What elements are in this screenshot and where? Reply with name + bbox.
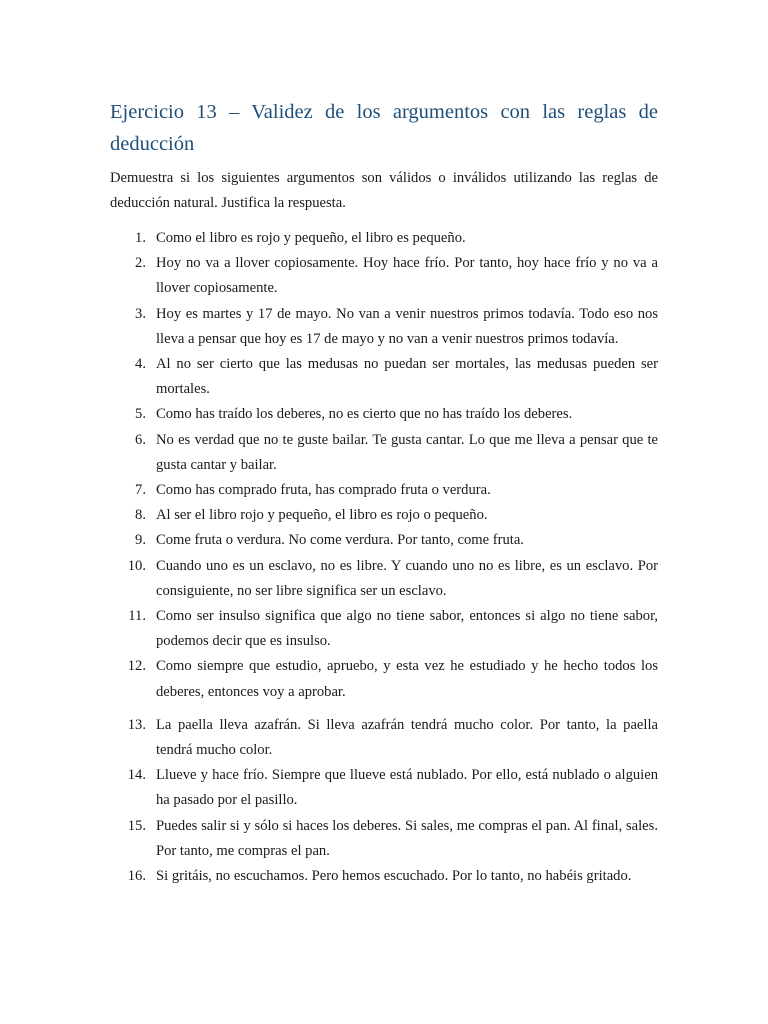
list-item xyxy=(110,478,658,503)
list-item xyxy=(110,654,658,704)
list-item xyxy=(110,713,658,763)
item-number: 6. xyxy=(135,431,146,448)
item-number: 1. xyxy=(135,230,146,246)
list-item xyxy=(110,226,658,251)
item-text: Al ser el libro rojo y pequeño, el libro es rojo o pequeño. xyxy=(156,507,488,524)
item-number: 15. xyxy=(127,817,146,834)
item-text: Como ser insulso significa que algo no tiene sabor, entonces si algo no tiene sabor, podemos decir que es insulso. xyxy=(156,608,658,650)
item-text: Al no ser cierto que las medusas no puedan ser mortales, las medusas pueden ser mortales. xyxy=(156,356,658,398)
list-item xyxy=(110,428,658,478)
list-item xyxy=(110,763,658,813)
exercise-title: Ejercicio 13 – Validez de los argumentos con las reglas de deducción xyxy=(110,101,658,155)
item-text: Como el libro es rojo y pequeño, el libro es pequeño. xyxy=(156,230,466,246)
instructions-paragraph: Demuestra si los siguientes argumentos son válidos o inválidos utilizando las reglas de deducción natural. Justifica la respuesta. xyxy=(110,170,658,211)
item-number: 8. xyxy=(135,507,146,524)
list-item xyxy=(110,864,658,889)
list-item xyxy=(110,814,658,864)
item-text: Come fruta o verdura. No come verdura. Por tanto, come fruta. xyxy=(156,532,524,549)
list-item xyxy=(110,528,658,553)
item-number: 7. xyxy=(135,482,146,499)
item-text: Hoy no va a llover copiosamente. Hoy hace frío. Por tanto, hoy hace frío y no va a llover copiosamente. xyxy=(156,255,658,297)
item-text: La paella lleva azafrán. Si lleva azafrán tendrá mucho color. Por tanto, la paella tendrá mucho color. xyxy=(156,716,658,759)
item-number: 13. xyxy=(127,716,146,733)
item-number: 11. xyxy=(128,608,146,625)
list-item xyxy=(110,604,658,654)
item-text: Como has traído los deberes, no es cierto que no has traído los deberes. xyxy=(156,406,573,423)
item-number: 5. xyxy=(135,406,146,423)
item-number: 16. xyxy=(127,868,146,885)
item-number: 4. xyxy=(135,356,146,373)
item-text: No es verdad que no te guste bailar. Te gusta cantar. Lo que me lleva a pensar que te gusta cantar y bailar. xyxy=(156,431,658,473)
item-text: Como siempre que estudio, apruebo, y esta vez he estudiado y he hecho todos los deberes, entonces voy a aprobar. xyxy=(156,658,658,700)
list-item xyxy=(110,352,658,402)
list-item xyxy=(110,503,658,528)
item-text: Cuando uno es un esclavo, no es libre. Y cuando uno no es libre, es un esclavo. Por consiguiente, no ser libre significa ser un esclavo. xyxy=(156,557,658,599)
list-item xyxy=(110,302,658,352)
item-number: 2. xyxy=(135,255,146,272)
item-text: Puedes salir si y sólo si haces los deberes. Si sales, me compras el pan. Al final, sales. Por tanto, me compras el pan. xyxy=(156,817,658,859)
item-number: 10. xyxy=(127,557,146,574)
item-number: 14. xyxy=(127,767,146,784)
list-item xyxy=(110,554,658,604)
list-item xyxy=(110,402,658,427)
item-number: 12. xyxy=(127,658,146,675)
item-number: 3. xyxy=(135,305,146,322)
item-text: Llueve y hace frío. Siempre que llueve está nublado. Por ello, está nublado o alguien ha pasado por el pasillo. xyxy=(156,767,658,809)
item-number: 9. xyxy=(135,532,146,549)
list-item xyxy=(110,251,658,301)
item-text: Hoy es martes y 17 de mayo. No van a venir nuestros primos todavía. Todo eso nos lleva a pensar que hoy es 17 de mayo y no van a venir nuestros primos todavía. xyxy=(156,305,658,347)
item-text: Si gritáis, no escuchamos. Pero hemos escuchado. Por lo tanto, no habéis gritado. xyxy=(156,868,632,885)
item-text: Como has comprado fruta, has comprado fruta o verdura. xyxy=(156,482,491,499)
exercise-list xyxy=(110,226,658,889)
